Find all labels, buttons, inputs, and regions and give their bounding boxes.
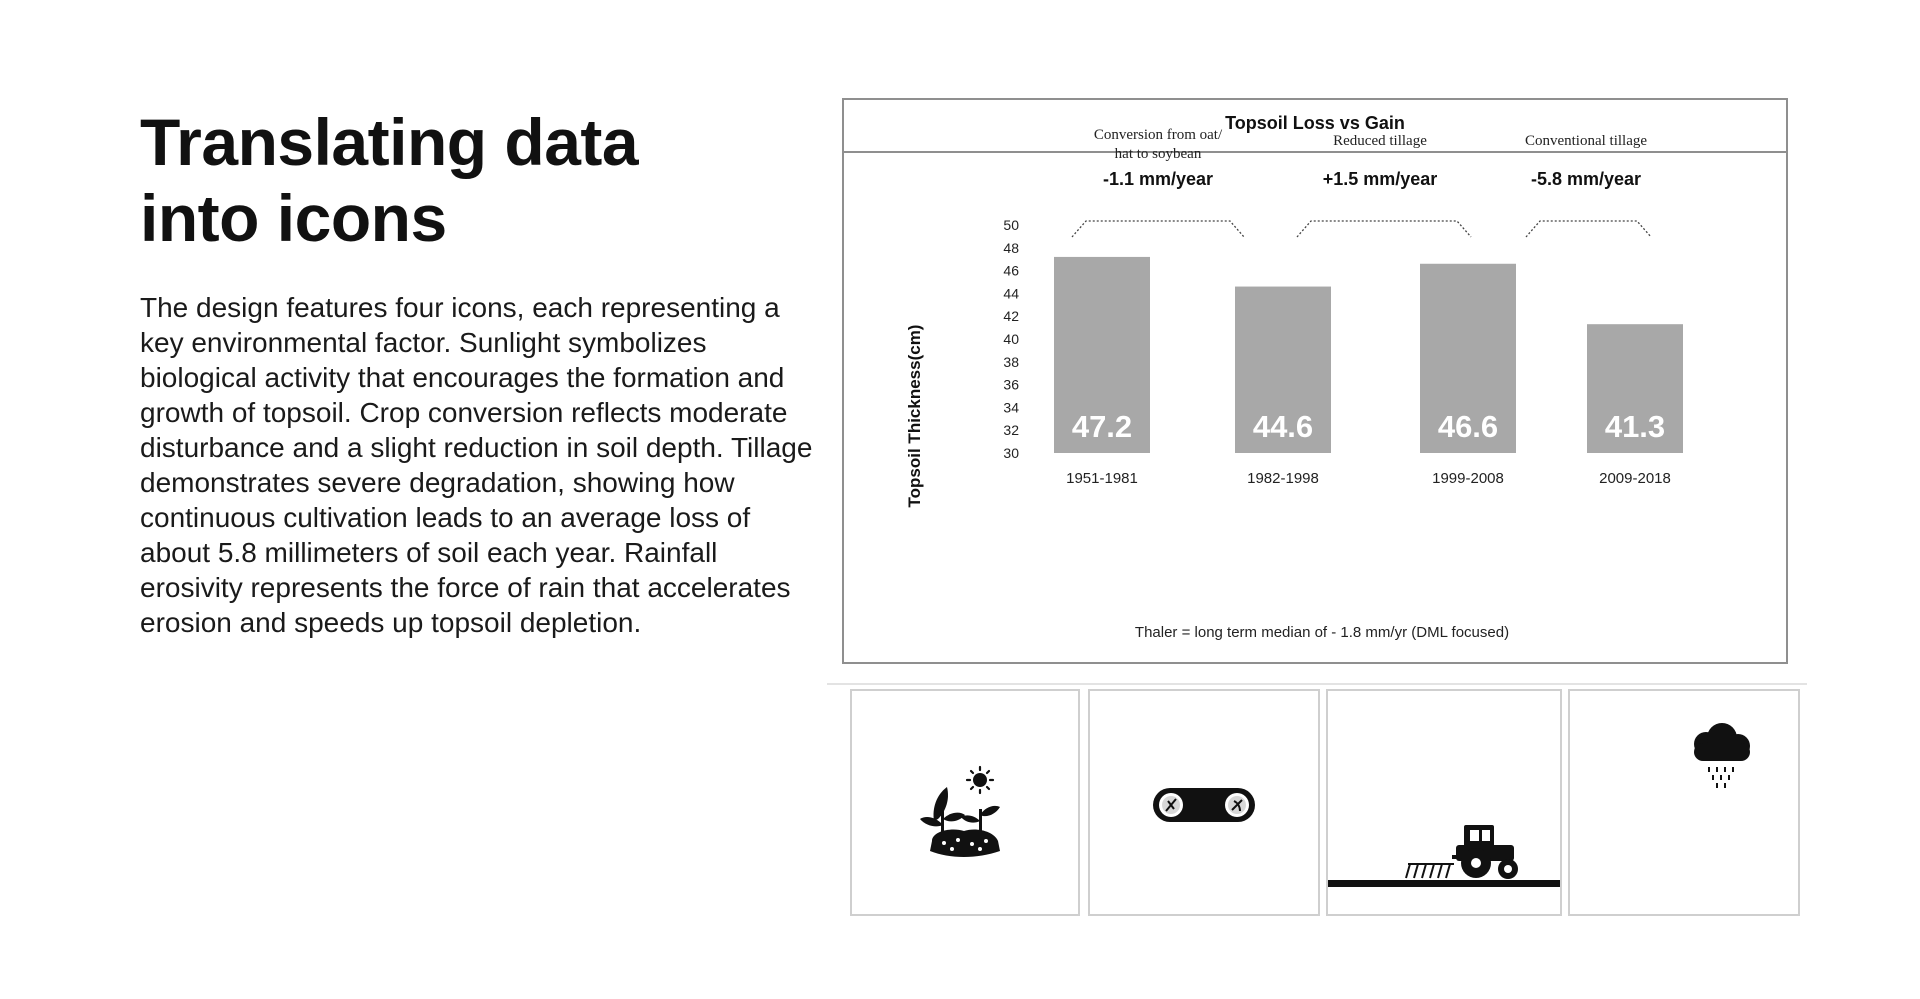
icon-panel-tillage: [1326, 689, 1562, 916]
annotation-bracket: [1297, 221, 1471, 237]
icon-panel-sunlight: [850, 689, 1080, 916]
y-tick-label: 40: [1003, 331, 1019, 347]
y-axis-ticks: [1003, 217, 1019, 461]
bar-value-label: 46.6: [1437, 409, 1499, 444]
annotation-rate: -5.8 mm/year: [1530, 169, 1642, 189]
panel-divider: [827, 683, 1807, 685]
y-tick-label: 30: [1003, 445, 1019, 461]
page-title: [140, 104, 840, 256]
x-tick-label: 1999-2008: [1432, 470, 1504, 487]
y-tick-label: 42: [1003, 308, 1019, 325]
period-annotations: [1072, 127, 1651, 237]
y-tick-label: 32: [1003, 422, 1019, 439]
bar-value-label: 44.6: [1252, 409, 1314, 444]
x-axis-labels: [1066, 470, 1671, 487]
y-tick-label: 50: [1003, 217, 1019, 233]
icon-panel-crop-conversion: [1088, 689, 1320, 916]
annotation-note: hat to soybean: [1114, 146, 1202, 162]
annotation-bracket: [1526, 221, 1651, 237]
bar-series: [1054, 257, 1683, 453]
title-line-2: into icons: [140, 181, 447, 255]
annotation-note: Conversion from oat/: [1093, 127, 1223, 143]
description-text: The design features four icons, each representing a key environmental factor. Sunlight symbolizes biological activity that encourages the formation and growth of topsoil. Crop conversion reflects moderate disturbance and a slight reduction in soil depth. Tillage demonstrates severe degradation, showing how continuous cultivation leads to an average loss of about 5.8 millimeters of soil each year. Rainfall erosivity represents the force of rain that accelerates erosion and speeds up topsoil depletion.: [140, 292, 813, 638]
y-tick-label: 46: [1003, 262, 1019, 279]
y-axis-label: Topsoil Thickness(cm): [905, 324, 924, 508]
y-tick-label: 38: [1003, 353, 1019, 370]
x-tick-label: 1982-1998: [1247, 470, 1319, 487]
annotation-rate: -1.1 mm/year: [1102, 169, 1214, 189]
annotation-note: Reduced tillage: [1333, 133, 1427, 149]
y-tick-label: 48: [1003, 239, 1019, 256]
x-tick-label: 1951-1981: [1066, 470, 1138, 487]
tractor-tillage-icon: [1328, 691, 1560, 914]
x-tick-label: 2009-2018: [1599, 470, 1671, 487]
y-tick-label: 44: [1003, 285, 1019, 302]
title-line-1: Translating data: [140, 105, 639, 179]
chart-footnote: Thaler = long term median of - 1.8 mm/yr (DML focused): [1134, 624, 1510, 641]
topsoil-chart: [842, 98, 1788, 664]
chart-title: Topsoil Loss vs Gain: [1225, 113, 1405, 133]
sunlight-plant-icon: [852, 691, 1078, 914]
chart-canvas: [844, 100, 1786, 662]
crop-conversion-icon: [1090, 691, 1318, 914]
icon-panel-rainfall: [1568, 689, 1800, 916]
y-tick-label: 36: [1003, 376, 1019, 393]
bar-value-label: 47.2: [1071, 409, 1133, 444]
y-tick-label: 34: [1003, 399, 1019, 416]
annotation-bracket: [1072, 221, 1244, 237]
annotation-note: Conventional tillage: [1524, 133, 1648, 149]
annotation-rate: +1.5 mm/year: [1322, 169, 1438, 189]
rain-cloud-icon: [1570, 691, 1798, 914]
bar-value-label: 41.3: [1604, 409, 1666, 444]
